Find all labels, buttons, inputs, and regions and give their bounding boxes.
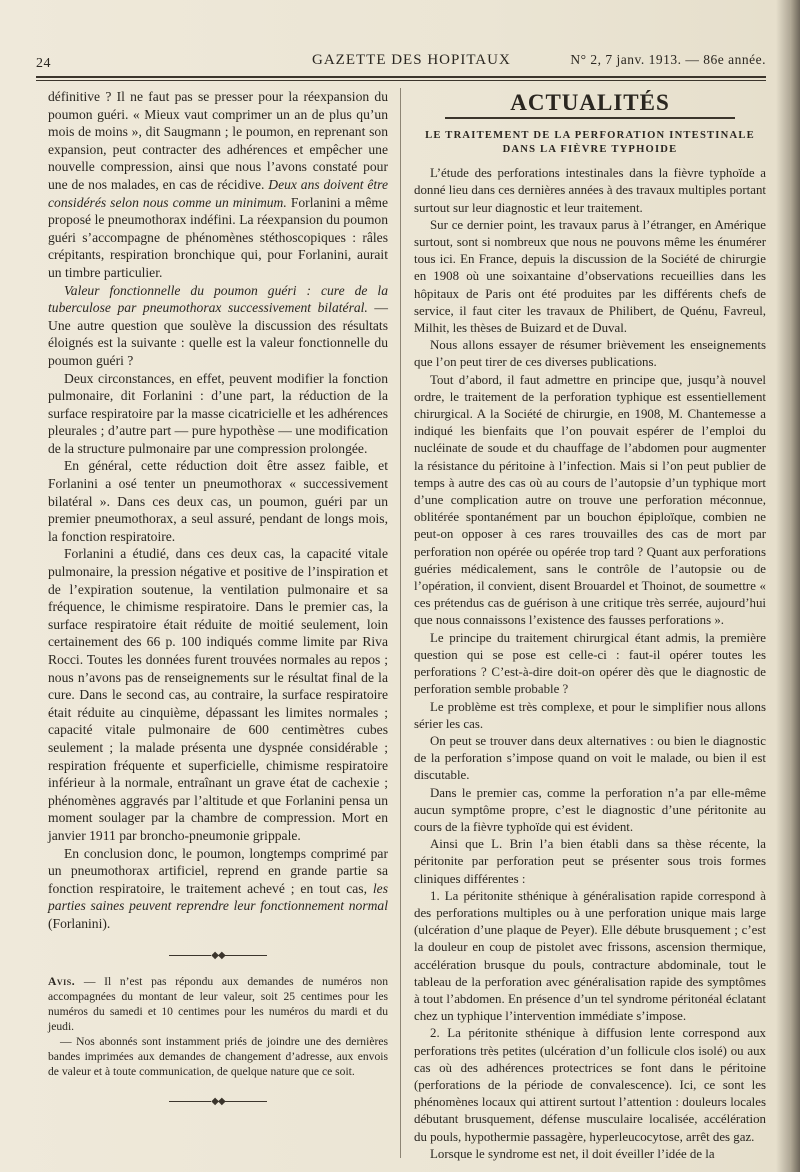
paragraph: Valeur fonctionnelle du poumon guéri : cure de la tuberculose par pneumothorax successivement bilatéral. — Une autre question que soulève la discussion des résultats éloignés est la suivante : quelle est la valeur fonctionnelle du poumon guéri ? [48,282,388,368]
section-rule [445,117,735,119]
paragraph: Dans le premier cas, comme la perforation n’a par elle-même aucun symptôme propre, c’est le diagnostic d’une péritonite au cours de la fièvre typhoïde qui est évident. [414,785,766,834]
page-number: 24 [36,56,51,71]
paragraph: Forlanini a étudié, dans ces deux cas, la capacité vitale pulmonaire, la pression négative et positive de l’inspiration et de l’expiration soutenue, la ventilation pulmonaire et sa fréquence, le chimisme respiratoire. Dans le premier cas, la surface respiratoire était réduite de moitié seulement, loin certainement des 66 p. 100 indiqués comme limite par Riva Rocci. Toutes les données furent trouvées normales au repos ; nous n’avons pas de renseignements sur le résultat final de la cure. Dans le second cas, au contraire, la surface respiratoire était réduite au cinquième, dépassant les limites normales ; capacité vitale pulmonaire de 600 centimètres cubes seulement ; la malade présenta une dyspnée considérable ; respiration fréquente et superficielle, chimisme respiratoire inférieur à la normale, entraînant un grave état de cachexie ; phénomènes aggravés par l’altitude et que Forlanini pensa un moment soulager par la chambre de compression. Mort en janvier 1911 par broncho-pneumonie grippale. [48,546,388,843]
paragraph: Ainsi que L. Brin l’a bien établi dans sa thèse récente, la péritonite par perforation peut se présenter sous trois formes cliniques différentes : [414,837,766,886]
notice-paragraph: Avis. — Il n’est pas répondu aux demandes de numéros non accompagnées du montant de leur valeur, soit 25 centimes pour les numéros du samedi et 10 centimes pour les numéros du mardi et du jeudi. [48,975,388,1034]
ornament-divider: ◆◆ [48,947,388,965]
paragraph: 2. La péritonite sthénique à diffusion lente correspond aux perforations très petites (ulcération d’un follicule clos isolé) ou aux cas où des adhérences protectrices se font dans le péritoine (perforations de la période de convalescence). Ici, ce sont les phénomènes locaux qui attirent surtout l’attention : douleurs locales débutant brusquement, défense musculaire localisée, accélération du pouls, hypothermie passagère, hyperleucocytose, arrêt des gaz. [414,1026,766,1144]
paragraph: 1. La péritonite sthénique à généralisation rapide correspond à des perforations multiples ou à une perforation unique mais large (ulcération d’une plaque de Peyer). Elle débute brusquement ; c’est la douleur en coup de pistolet avec frissons, ascension thermique, accélération brusque du pouls, contracture abdominale, tout le tableau de la perforation avec généralisation rapide des symptômes à tout l’abdomen. En présence d’un tel syndrome péritonéal éclatant chez un typhique l’intervention immédiate s’impose. [414,888,766,1024]
paragraph: Le problème est très complexe, et pour le simplifier nous allons sérier les cas. [414,699,766,731]
paragraph: L’étude des perforations intestinales dans la fièvre typhoïde a donné lieu dans ces dernières années à des travaux multiples portant surtout sur leur diagnostic et leur traitement. [414,166,766,215]
header-rule-thin [36,80,766,81]
page-header [36,52,766,72]
paragraph: définitive ? Il ne faut pas se presser pour la réexpansion du poumon guéri. « Mieux vaut comprimer un an de plus qu’un mois de moins », dit Saugmann ; le poumon, en reprenant son expansion, peut contracter des adhérences et empêcher une nouvelle compression, ainsi que nous l’avons constaté pour une de nos malades, en cas de récidive. Deux ans doivent être considérés selon nous comme un minimum. Forlanini a même proposé le pneumothorax indéfini. La réexpansion du poumon guéri s’accompagne de phénomènes stéthoscopiques : râles crépitants, respiration bronchique qui, pour Forlanini, aurait un timbre particulier. [48,89,388,280]
ornament-divider: ◆◆ [48,1093,388,1111]
paragraph: Deux circonstances, en effet, peuvent modifier la fonction pulmonaire, dit Forlanini : d’une part, la réduction de la surface respiratoire par la masse cicatricielle et les adhérences pleurales ; d’autre part — pure hypothèse — une modification de la structure pulmonaire par une compression prolongée. [48,370,388,456]
paragraph: On peut se trouver dans deux alternatives : ou bien le diagnostic de la perforation s’impose quand on voit le malade, ou bien il est discutable. [414,733,766,783]
paragraph: En général, cette réduction doit être assez faible, et Forlanini a osé tenter un pneumothorax « successivement bilatéral ». Dans ces deux cas, un poumon, guéri par un premier pneumothorax, a seul assuré, pendant de longs mois, la fonction respiratoire. [48,458,388,544]
page-edge [790,0,800,1172]
column-divider [400,88,401,1158]
issue-info: N° 2, 7 janv. 1913. — 86e année. [570,52,766,67]
paragraph: Sur ce dernier point, les travaux parus à l’étranger, en Amérique surtout, sont si nombreux que nous ne pouvons même les énumérer tous ici. En France, depuis la discussion de la Société de chirurgie en 1908 où une soixantaine d’observations recueillies dans les hôpitaux de Paris ont été produites par les différents chefs de service, il faut citer les travaux de Philibert, de Quénu, Favreul, Milhit, les thèses de Buizard et de Duval. [414,217,766,336]
paragraph: En conclusion donc, le poumon, longtemps comprimé par un pneumothorax artificiel, reprend en grande partie sa fonction respiratoire, le traitement achevé ; en tout cas, les parties saines peuvent reprendre leur fonctionnement normal (Forlanini). [48,845,388,931]
paragraph: Lorsque le syndrome est net, il doit éveiller l’idée de la [430,1146,715,1161]
journal-title: GAZETTE DES HOPITAUX [312,52,511,68]
section-title: ACTUALITÉS [510,90,670,115]
notice-block [48,974,388,1079]
right-column [414,88,766,1163]
paragraph: Le principe du traitement chirurgical étant admis, la première question qui se pose est celle-ci : faut-il opérer toutes les perforations ? C’est-à-dire doit-on opérer dès que le diagnostic de perforation semble probable ? [414,630,766,697]
left-column [48,88,388,1121]
header-rule [36,76,766,78]
article-title: LE TRAITEMENT DE LA PERFORATION INTESTINALE DANS LA FIÈVRE TYPHOIDE [425,130,755,156]
paragraph: Nous allons essayer de résumer brièvement les enseignements que l’on peut tirer de ces diverses publications. [414,338,766,370]
paragraph: Tout d’abord, il faut admettre en principe que, jusqu’à nouvel ordre, le traitement de la perforation typhique est essentiellement chirurgical. A la Société de chirurgie, en 1908, M. Chantemesse a indiqué les bienfaits que l’on pouvait espérer de l’emploi du nucléinate de soude et du chauffage de l’abdomen pour augmenter la résistance du péritoine à l’infection. Mais si l’on peut publier de temps à autre des cas où au cours de l’autopsie d’un typhique mort d’une complication autre on trouve une perforation méconnue, oblitérée spontanément par un bouchon épiploïque, combien ne peut-on opposer à ces rares trouvailles des cas de mort par perforation non opérée ou opérée trop tard ? Quant aux perforations guéries médicalement, sans le contrôle de l’autopsie ou de l’opération, il convient, disent Brouardel et Thoinot, de soumettre « ces prétendus cas de guérison à une critique très serrée, aujourd’hui que nous connaissons l’existence des fausses perforations ». [414,372,766,628]
notice-paragraph: — Nos abonnés sont instamment priés de joindre une des dernières bandes imprimées aux demandes de changement d’adresse, aux envois de valeur et à toute communication, de quelque nature que ce soit. [48,1035,388,1079]
